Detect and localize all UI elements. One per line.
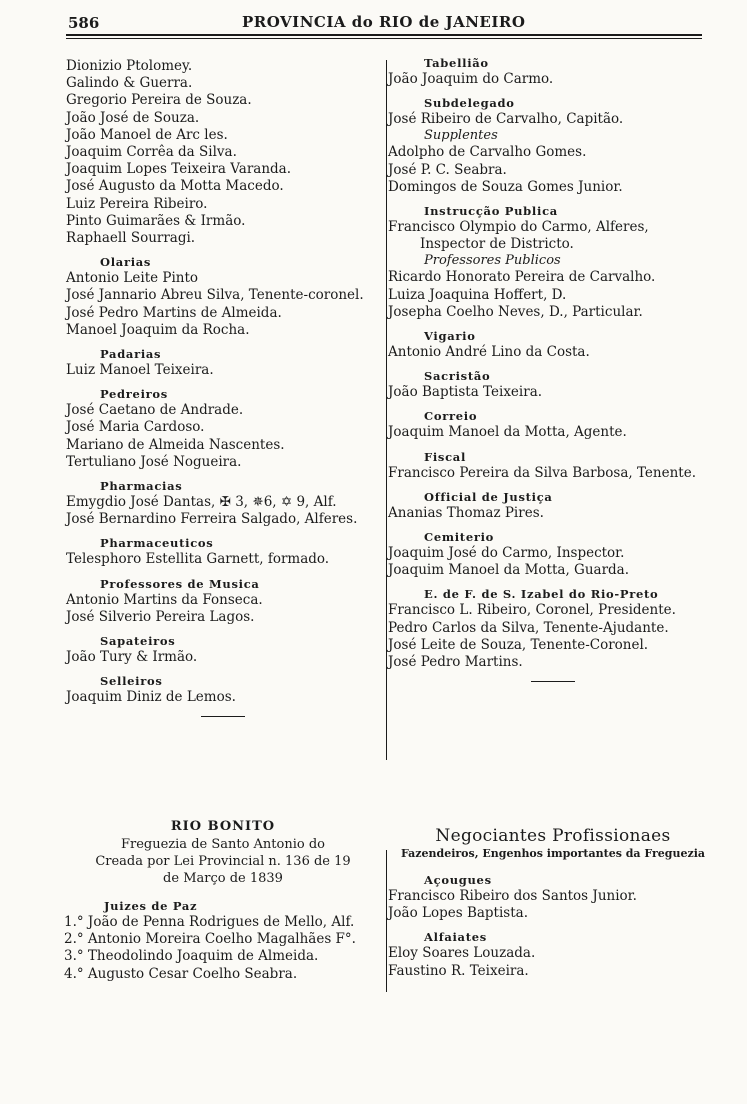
section-heading: Professores de Musica xyxy=(100,576,260,591)
list-item: Joaquim Corrêa da Silva. xyxy=(66,144,237,161)
section-heading: Sapateiros xyxy=(100,634,176,649)
list-item: Inspector de Districto. xyxy=(420,236,574,253)
list-item: 4.° Augusto Cesar Coelho Seabra. xyxy=(64,965,298,982)
list-item: João José de Souza. xyxy=(66,109,200,126)
section-end-rule xyxy=(531,681,575,682)
list-item: Pedro Carlos da Silva, Tenente-Ajudante. xyxy=(388,619,669,636)
list-item: Francisco Ribeiro dos Santos Junior. xyxy=(388,888,637,904)
section-heading: Selleiros xyxy=(100,674,163,689)
section-subheading: Professores Publicos xyxy=(424,253,561,269)
list-item: Luiz Pereira Ribeiro. xyxy=(66,195,208,212)
section-heading: Fiscal xyxy=(424,449,467,464)
town-line: Creada por Lei Provincial n. 136 de 19 xyxy=(95,854,351,869)
list-item: Pinto Guimarães & Irmão. xyxy=(66,212,246,229)
list-item: João Joaquim do Carmo. xyxy=(388,71,554,87)
section-end-rule xyxy=(201,716,245,717)
list-item: Tertuliano José Nogueira. xyxy=(66,453,242,470)
list-item: Galindo & Guerra. xyxy=(66,75,193,92)
section-heading: Olarias xyxy=(100,255,152,270)
town-title: RIO BONITO xyxy=(170,819,276,834)
list-item: João Tury & Irmão. xyxy=(66,649,198,666)
running-head: PROVINCIA do RIO de JANEIRO xyxy=(242,13,526,31)
town-line: Freguezia de Santo Antonio do xyxy=(120,837,325,852)
list-item: Manoel Joaquim da Rocha. xyxy=(66,321,250,338)
column-divider-bottom xyxy=(386,850,387,992)
list-item: José Leite de Souza, Tenente-Coronel. xyxy=(388,636,649,653)
section-heading: Alfaiates xyxy=(424,930,487,945)
list-item: Francisco L. Ribeiro, Coronel, Presidente. xyxy=(388,602,676,619)
section-heading: Instrucção Publica xyxy=(424,204,558,219)
list-item: Gregorio Pereira de Souza. xyxy=(66,92,252,109)
list-item: Joaquim Manoel da Motta, Guarda. xyxy=(388,562,630,579)
list-item: José Bernardino Ferreira Salgado, Alferes. xyxy=(66,511,358,528)
section-heading: Subdelegado xyxy=(424,96,515,111)
list-item: José Augusto da Motta Macedo. xyxy=(66,178,284,195)
section-heading: Tabellião xyxy=(424,56,489,70)
list-item: Mariano de Almeida Nascentes. xyxy=(66,436,285,453)
list-item: Joaquim José do Carmo, Inspector. xyxy=(388,545,625,562)
list-item: Telesphoro Estellita Garnett, formado. xyxy=(66,551,330,568)
left-column-bottom xyxy=(64,818,382,983)
list-item: José Caetano de Andrade. xyxy=(66,402,244,419)
list-item: 1.° João de Penna Rodrigues de Mello, Alf. xyxy=(64,914,355,930)
left-column-top xyxy=(64,58,382,717)
list-item: Luiz Manoel Teixeira. xyxy=(66,362,214,379)
section-heading: Official de Justiça xyxy=(424,489,553,504)
list-item: José Silverio Pereira Lagos. xyxy=(66,608,255,625)
list-item: Domingos de Souza Gomes Junior. xyxy=(388,178,623,195)
list-item: Dionizio Ptolomey. xyxy=(66,58,193,74)
list-item: José Maria Cardoso. xyxy=(66,419,205,436)
section-heading: Pharmacias xyxy=(100,479,183,494)
list-item: Ananias Thomaz Pires. xyxy=(388,504,544,521)
section-heading: Açougues xyxy=(424,873,492,887)
list-item: Faustino R. Teixeira. xyxy=(388,962,529,979)
list-item: Emygdio José Dantas, ✠ 3, ✵6, ✡ 9, Alf. xyxy=(66,494,337,511)
section-heading: Cemiterio xyxy=(424,530,495,545)
right-column-top xyxy=(388,56,718,682)
list-item: João Lopes Baptista. xyxy=(388,905,528,922)
section-heading: Pedreiros xyxy=(100,387,168,402)
list-item: Ricardo Honorato Pereira de Carvalho. xyxy=(388,269,656,286)
list-item: João Manoel de Arc les. xyxy=(66,126,228,143)
list-item: 3.° Theodolindo Joaquim de Almeida. xyxy=(64,948,319,965)
section-heading: Pharmaceuticos xyxy=(100,536,214,551)
section-heading: Correio xyxy=(424,409,478,424)
right-column-bottom xyxy=(388,826,718,980)
list-item: João Baptista Teixeira. xyxy=(388,384,543,401)
list-item: Francisco Olympio do Carmo, Alferes, xyxy=(388,219,649,236)
list-item: Antonio Martins da Fonseca. xyxy=(66,591,263,608)
list-item: Raphaell Sourragi. xyxy=(66,230,196,247)
list-item: José Pedro Martins. xyxy=(388,654,523,671)
header-rule-thin xyxy=(66,38,702,39)
header-rule xyxy=(66,34,702,36)
town-line: de Março de 1839 xyxy=(163,871,283,886)
list-item: Joaquim Manoel da Motta, Agente. xyxy=(388,424,627,441)
section-heading: Vigario xyxy=(424,329,476,344)
list-item: José Pedro Martins de Almeida. xyxy=(66,304,282,321)
list-item: Luiza Joaquina Hoffert, D. xyxy=(388,286,567,303)
column-divider-top xyxy=(386,60,387,760)
section-subtitle: Fazendeiros, Engenhos importantes da Freguezia xyxy=(400,847,706,860)
section-heading: E. de F. de S. Izabel do Rio-Preto xyxy=(424,587,659,602)
section-heading: Sacristão xyxy=(424,369,491,384)
list-item: Joaquim Lopes Teixeira Varanda. xyxy=(66,161,291,178)
list-item: Eloy Soares Louzada. xyxy=(388,945,536,962)
list-item: 2.° Antonio Moreira Coelho Magalhães F°. xyxy=(64,931,356,948)
section-heading: Padarias xyxy=(100,347,162,362)
section-heading-juizes: Juizes de Paz xyxy=(104,899,198,913)
list-item: Adolpho de Carvalho Gomes. xyxy=(388,144,587,161)
page-number: 586 xyxy=(68,14,100,32)
section-subheading: Supplentes xyxy=(424,128,498,144)
list-item: José Jannario Abreu Silva, Tenente-coronel. xyxy=(66,287,364,304)
list-item: José P. C. Seabra. xyxy=(388,161,507,178)
list-item: Josepha Coelho Neves, D., Particular. xyxy=(388,303,643,320)
list-item: Francisco Pereira da Silva Barbosa, Tenente. xyxy=(388,464,696,481)
list-item: Joaquim Diniz de Lemos. xyxy=(66,689,236,706)
list-item: José Ribeiro de Carvalho, Capitão. xyxy=(388,111,624,128)
list-item: Antonio Leite Pinto xyxy=(66,270,199,287)
section-title: Negociantes Profissionaes xyxy=(435,826,671,846)
list-item: Antonio André Lino da Costa. xyxy=(388,344,590,361)
